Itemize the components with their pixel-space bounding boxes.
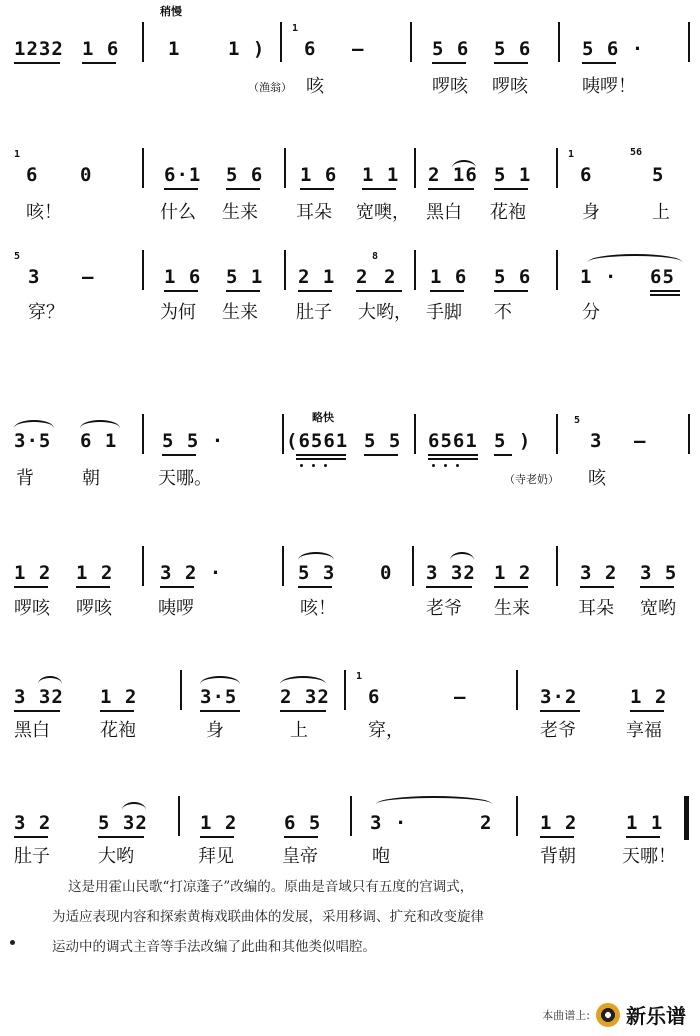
low-dot bbox=[456, 464, 459, 467]
underline bbox=[640, 586, 674, 588]
note: 6 bbox=[26, 164, 39, 186]
lyric: 花袍 bbox=[100, 720, 136, 741]
barline bbox=[344, 670, 346, 710]
underline bbox=[14, 62, 60, 64]
note: 3 5 bbox=[640, 562, 678, 584]
slur bbox=[122, 802, 146, 810]
underline bbox=[582, 62, 616, 64]
lyric: 天哪！ bbox=[622, 846, 676, 867]
note: 6 bbox=[304, 38, 317, 60]
barline bbox=[280, 22, 282, 62]
barline bbox=[142, 22, 144, 62]
underline bbox=[432, 62, 466, 64]
underline bbox=[298, 290, 332, 292]
lyric: 手脚 bbox=[426, 302, 462, 323]
note: 3·2 bbox=[540, 686, 578, 708]
note: 1232 bbox=[14, 38, 64, 60]
lyric: 穿， bbox=[368, 720, 404, 741]
barline bbox=[556, 414, 558, 454]
underline bbox=[164, 188, 198, 190]
note: 6·1 bbox=[164, 164, 202, 186]
note: 5 ) bbox=[494, 430, 532, 452]
underline bbox=[14, 836, 48, 838]
slur bbox=[588, 254, 682, 262]
underline bbox=[296, 458, 346, 460]
low-dot bbox=[432, 464, 435, 467]
lyric: 肚子 bbox=[14, 846, 50, 867]
role-label: （渔翁） bbox=[248, 81, 292, 94]
lyric: 啰咳 bbox=[492, 76, 528, 97]
note: 1 2 bbox=[14, 562, 52, 584]
underline bbox=[164, 290, 198, 292]
note: 5 3 bbox=[298, 562, 336, 584]
underline bbox=[494, 188, 528, 190]
underline bbox=[426, 586, 472, 588]
final-barline bbox=[684, 796, 689, 840]
source-label: 本曲谱上: bbox=[542, 1008, 590, 1022]
lyric: 宽哟 bbox=[640, 598, 676, 619]
underline bbox=[200, 836, 234, 838]
note: 0 bbox=[380, 562, 393, 584]
note: 1 1 bbox=[626, 812, 664, 834]
note: 1 6 bbox=[82, 38, 120, 60]
lyric: 什么 bbox=[160, 202, 196, 223]
grace-note: 1 bbox=[568, 149, 575, 160]
lyric: 肚子 bbox=[296, 302, 332, 323]
barline bbox=[142, 546, 144, 586]
note: 5 1 bbox=[494, 164, 532, 186]
underline bbox=[76, 586, 110, 588]
note: 5 6 · bbox=[582, 38, 645, 60]
slur bbox=[376, 796, 492, 804]
grace-note: 56 bbox=[630, 147, 643, 158]
underline bbox=[494, 586, 528, 588]
note: 6 5 bbox=[284, 812, 322, 834]
grace-note: 5 bbox=[14, 251, 21, 262]
lyric: 大哟， bbox=[358, 302, 412, 323]
tempo-mark-slow: 稍慢 bbox=[160, 5, 182, 18]
note: 3·5 bbox=[200, 686, 238, 708]
slur bbox=[450, 552, 474, 560]
underline bbox=[650, 294, 680, 296]
note: 1 1 bbox=[362, 164, 400, 186]
note: 5 32 bbox=[98, 812, 148, 834]
lyric: 老爷 bbox=[426, 598, 462, 619]
note: 3 · bbox=[370, 812, 408, 834]
grace-note: 1 bbox=[14, 149, 21, 160]
barline bbox=[350, 796, 352, 836]
lyric: 背 bbox=[16, 468, 34, 489]
barline bbox=[284, 148, 286, 188]
low-dot bbox=[324, 464, 327, 467]
note: 2 1 bbox=[298, 266, 336, 288]
bullet-mark bbox=[10, 940, 15, 945]
note: 5 6 bbox=[226, 164, 264, 186]
note: 3 bbox=[590, 430, 603, 452]
lyric: 不 bbox=[494, 302, 512, 323]
explanatory-note bbox=[48, 872, 648, 962]
barline bbox=[282, 546, 284, 586]
note: — bbox=[82, 266, 95, 288]
underline bbox=[284, 836, 318, 838]
underline bbox=[428, 454, 478, 456]
barline bbox=[414, 250, 416, 290]
underline bbox=[162, 454, 196, 456]
note: 1 2 bbox=[100, 686, 138, 708]
grace-note: 1 bbox=[292, 23, 299, 34]
note: 1 6 bbox=[164, 266, 202, 288]
note: 3·5 bbox=[14, 430, 52, 452]
lyric: 生来 bbox=[222, 302, 258, 323]
lyric: 咳！ bbox=[26, 202, 62, 223]
note: 1 bbox=[168, 38, 181, 60]
underline bbox=[200, 710, 240, 712]
lyric: 咳！ bbox=[300, 598, 336, 619]
note: 1 6 bbox=[300, 164, 338, 186]
underline bbox=[494, 62, 528, 64]
lyric: 耳朵 bbox=[578, 598, 614, 619]
role-label: （寺老奶） bbox=[504, 473, 559, 486]
barline bbox=[142, 414, 144, 454]
note: 5 6 bbox=[494, 38, 532, 60]
note: 1 2 bbox=[200, 812, 238, 834]
underline bbox=[300, 188, 334, 190]
lyric: 咦啰 bbox=[158, 598, 194, 619]
underline bbox=[428, 458, 478, 460]
barline bbox=[556, 546, 558, 586]
note: 6561 bbox=[428, 430, 478, 452]
underline bbox=[364, 454, 398, 456]
note: 1 2 bbox=[540, 812, 578, 834]
note: 1 2 bbox=[494, 562, 532, 584]
underline bbox=[296, 454, 346, 456]
underline bbox=[226, 188, 260, 190]
footer bbox=[542, 1000, 686, 1029]
note: 5 5 bbox=[364, 430, 402, 452]
lyric: 背朝 bbox=[540, 846, 576, 867]
lyric: 耳朵 bbox=[296, 202, 332, 223]
note: 0 bbox=[80, 164, 93, 186]
lyric: 黑白 bbox=[426, 202, 462, 223]
grace-note: 8 bbox=[372, 251, 379, 262]
note: 1 ) bbox=[228, 38, 266, 60]
barline bbox=[410, 22, 412, 62]
barline bbox=[142, 148, 144, 188]
lyric: 咆 bbox=[372, 846, 390, 867]
lyric: 穿？ bbox=[28, 302, 64, 323]
note: 2 bbox=[356, 266, 369, 288]
lyric: 上 bbox=[290, 720, 308, 741]
underline bbox=[626, 836, 660, 838]
slur bbox=[80, 420, 120, 428]
note: 5 5 · bbox=[162, 430, 225, 452]
underline bbox=[14, 710, 60, 712]
lyric: 咦啰！ bbox=[582, 76, 636, 97]
underline bbox=[362, 188, 396, 190]
barline bbox=[516, 670, 518, 710]
underline bbox=[280, 710, 326, 712]
lyric: 享福 bbox=[626, 720, 662, 741]
note: 6 1 bbox=[80, 430, 118, 452]
note: 5 6 bbox=[432, 38, 470, 60]
lyric: 分 bbox=[582, 302, 600, 323]
grace-note: 5 bbox=[574, 415, 581, 426]
low-dot bbox=[300, 464, 303, 467]
note: 3 2 bbox=[580, 562, 618, 584]
lyric: 上 bbox=[652, 202, 670, 223]
underline bbox=[430, 290, 464, 292]
note: 3 bbox=[28, 266, 41, 288]
lyric: 生来 bbox=[494, 598, 530, 619]
record-disc-icon bbox=[596, 1003, 620, 1027]
note: 5 1 bbox=[226, 266, 264, 288]
barline bbox=[284, 250, 286, 290]
underline bbox=[540, 710, 580, 712]
lyric: 大哟 bbox=[98, 846, 134, 867]
note: 2 bbox=[384, 266, 397, 288]
lyric: 朝 bbox=[82, 468, 100, 489]
underline bbox=[650, 290, 680, 292]
low-dot bbox=[312, 464, 315, 467]
lyric: 咳 bbox=[306, 76, 324, 97]
lyric: 皇帝 bbox=[282, 846, 318, 867]
lyric: 黑白 bbox=[14, 720, 50, 741]
barline bbox=[688, 22, 690, 62]
lyric: 花袍 bbox=[490, 202, 526, 223]
note: 2 32 bbox=[280, 686, 330, 708]
note-paragraph-line: 这是用霍山民歌“打凉蓬子”改编的。原曲是音域只有五度的宫调式， bbox=[68, 879, 474, 895]
underline bbox=[14, 586, 48, 588]
note: 1 2 bbox=[76, 562, 114, 584]
underline bbox=[580, 586, 614, 588]
lyric: 啰咳 bbox=[76, 598, 112, 619]
note: (6561 bbox=[286, 430, 349, 452]
note-paragraph-line: 为适应表现内容和探索黄梅戏联曲体的发展，采用移调、扩充和改变旋律 bbox=[52, 909, 484, 925]
tempo-mark-fast: 略快 bbox=[312, 411, 334, 424]
lyric: 啰咳 bbox=[432, 76, 468, 97]
underline bbox=[298, 586, 332, 588]
underline bbox=[82, 62, 116, 64]
site-logo[interactable]: 新乐谱 bbox=[626, 1004, 686, 1028]
barline bbox=[180, 670, 182, 710]
note: 3 32 bbox=[14, 686, 64, 708]
note: 2 bbox=[480, 812, 493, 834]
note-paragraph-line: 运动中的调式主音等手法改编了此曲和其他类似唱腔。 bbox=[52, 939, 376, 955]
note: 1 6 bbox=[430, 266, 468, 288]
note: 5 bbox=[652, 164, 665, 186]
note: 5 6 bbox=[494, 266, 532, 288]
barline bbox=[556, 148, 558, 188]
underline bbox=[494, 290, 528, 292]
barline bbox=[282, 414, 284, 454]
slur bbox=[298, 552, 334, 560]
note: — bbox=[352, 38, 365, 60]
note: — bbox=[634, 430, 647, 452]
note: 3 32 bbox=[426, 562, 476, 584]
underline bbox=[630, 710, 664, 712]
lyric: 拜见 bbox=[198, 846, 234, 867]
note: 1 · bbox=[580, 266, 618, 288]
note: — bbox=[454, 686, 467, 708]
lyric: 老爷 bbox=[540, 720, 576, 741]
underline bbox=[356, 290, 402, 292]
lyric: 身 bbox=[582, 202, 600, 223]
slur bbox=[200, 676, 240, 684]
barline bbox=[414, 148, 416, 188]
lyric: 啰咳 bbox=[14, 598, 50, 619]
lyric: 天哪。 bbox=[158, 468, 212, 489]
underline bbox=[226, 290, 260, 292]
barline bbox=[556, 250, 558, 290]
underline bbox=[98, 836, 144, 838]
slur bbox=[452, 160, 476, 168]
barline bbox=[414, 414, 416, 454]
barline bbox=[516, 796, 518, 836]
note: 3 2 · bbox=[160, 562, 223, 584]
barline bbox=[558, 22, 560, 62]
lyric: 身 bbox=[206, 720, 224, 741]
note: 6 bbox=[580, 164, 593, 186]
note: 1 2 bbox=[630, 686, 668, 708]
note: 2 16 bbox=[428, 164, 478, 186]
underline bbox=[100, 710, 134, 712]
underline bbox=[494, 454, 512, 456]
barline bbox=[688, 414, 690, 454]
underline bbox=[428, 188, 474, 190]
lyric: 咳 bbox=[588, 468, 606, 489]
lyric: 为何 bbox=[160, 302, 196, 323]
underline bbox=[540, 836, 574, 838]
barline bbox=[178, 796, 180, 836]
barline bbox=[412, 546, 414, 586]
slur bbox=[14, 420, 54, 428]
note: 6 bbox=[368, 686, 381, 708]
barline bbox=[142, 250, 144, 290]
note: 65 bbox=[650, 266, 675, 288]
low-dot bbox=[444, 464, 447, 467]
slur bbox=[280, 676, 326, 684]
lyric: 宽噢， bbox=[356, 202, 410, 223]
underline bbox=[160, 586, 194, 588]
note: 3 2 bbox=[14, 812, 52, 834]
lyric: 生来 bbox=[222, 202, 258, 223]
slur bbox=[38, 676, 62, 684]
grace-note: 1 bbox=[356, 671, 363, 682]
